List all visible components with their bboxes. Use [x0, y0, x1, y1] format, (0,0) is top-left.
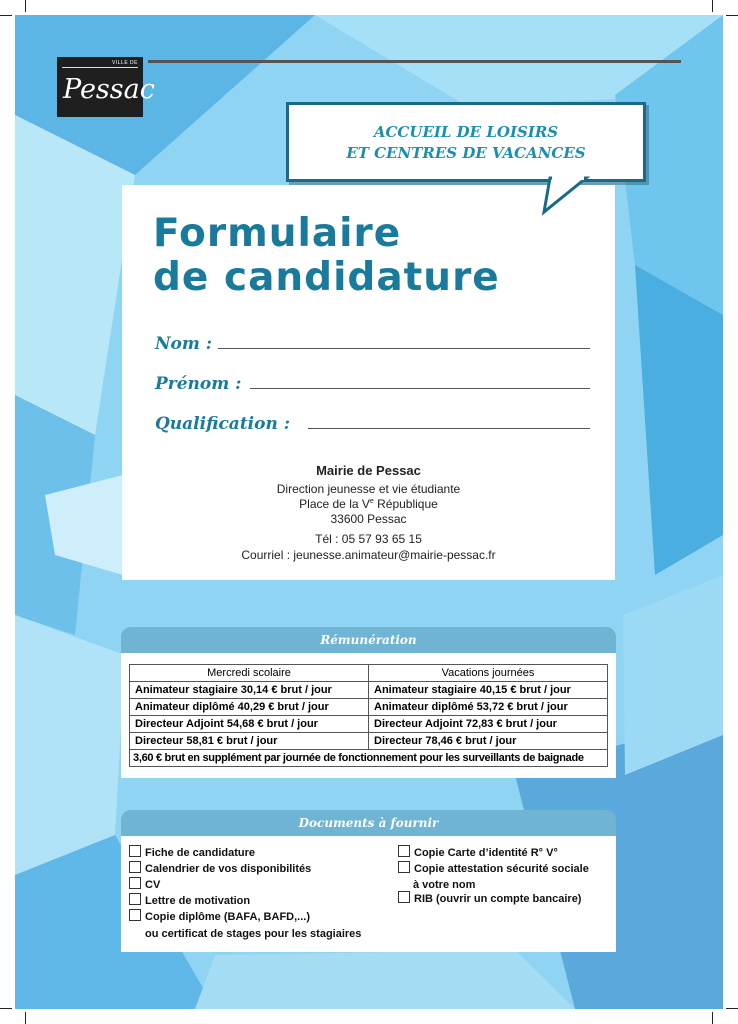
contact-city: 33600 Pessac	[330, 512, 407, 526]
document-item[interactable]	[129, 893, 250, 909]
table-row	[130, 716, 608, 733]
qualification-field[interactable]	[308, 428, 590, 429]
prenom-label: Prénom :	[155, 374, 242, 394]
document-label: Copie diplôme (BAFA, BAFD,...)	[145, 911, 310, 923]
checkbox[interactable]	[129, 909, 141, 921]
nom-field[interactable]	[218, 348, 590, 349]
document-label: CV	[145, 879, 161, 891]
document-label: Copie attestation sécurité sociale	[414, 863, 589, 875]
contact-tel: Tél : 05 57 93 65 15	[315, 532, 422, 546]
document-item[interactable]	[129, 845, 255, 861]
document-label: RIB (ouvrir un compte bancaire)	[414, 893, 582, 905]
document-item[interactable]	[398, 891, 581, 907]
checkbox[interactable]	[129, 845, 141, 857]
table-cell: Animateur stagiaire 40,15 € brut / jour	[369, 682, 608, 699]
callout-box	[286, 102, 646, 182]
checkbox[interactable]	[398, 845, 410, 857]
document-item[interactable]	[129, 877, 160, 893]
checkbox[interactable]	[129, 861, 141, 873]
document-label: Copie Carte d’identité R° V°	[414, 847, 558, 859]
table-cell: Directeur 78,46 € brut / jour	[369, 733, 608, 750]
document-item[interactable]	[129, 861, 311, 877]
title-line-1: Formulaire	[153, 211, 402, 256]
callout-line-2: ET CENTRES DE VACANCES	[346, 144, 586, 162]
contact-address	[122, 497, 615, 511]
checkbox[interactable]	[129, 893, 141, 905]
table-row	[130, 682, 608, 699]
crop-mark	[25, 1012, 26, 1024]
crop-mark	[712, 1012, 713, 1024]
pessac-logo	[57, 57, 155, 117]
remuneration-table	[129, 664, 608, 767]
callout-line-1: ACCUEIL DE LOISIRS	[373, 123, 559, 141]
logo-name: Pessac	[63, 74, 155, 105]
table-cell: Directeur 58,81 € brut / jour	[130, 733, 369, 750]
crop-mark	[0, 15, 12, 16]
checkbox[interactable]	[398, 861, 410, 873]
contact-email[interactable]: Courriel : jeunesse.animateur@mairie-pessac.fr	[241, 548, 496, 562]
header-rule	[148, 60, 681, 63]
checkbox[interactable]	[398, 891, 410, 903]
documents-heading: Documents à fournir	[121, 810, 616, 836]
document-item[interactable]	[398, 845, 558, 861]
crop-mark	[25, 0, 26, 12]
logo-ville-text: VILLE DE	[112, 60, 138, 66]
remuneration-heading: Rémunération	[121, 627, 616, 653]
document-item[interactable]	[129, 909, 310, 925]
address-post: République	[373, 497, 438, 511]
column-header: Mercredi scolaire	[130, 665, 369, 682]
checkbox[interactable]	[129, 877, 141, 889]
document-label: Calendrier de vos disponibilités	[145, 863, 312, 875]
crop-mark	[726, 1008, 738, 1009]
table-header-row	[130, 665, 608, 682]
page-title	[153, 212, 500, 300]
crop-mark	[726, 15, 738, 16]
column-header: Vacations journées	[369, 665, 608, 682]
document-label: Fiche de candidature	[145, 847, 256, 859]
nom-label: Nom :	[155, 334, 213, 354]
table-cell: Directeur Adjoint 54,68 € brut / jour	[130, 716, 369, 733]
table-cell: Animateur diplômé 53,72 € brut / jour	[369, 699, 608, 716]
table-cell: Animateur stagiaire 30,14 € brut / jour	[130, 682, 369, 699]
table-row	[130, 733, 608, 750]
table-row	[130, 699, 608, 716]
table-note: 3,60 € brut en supplément par journée de fonctionnement pour les surveillants de baignade	[130, 750, 608, 767]
callout-tail	[540, 176, 590, 216]
document-continuation: ou certificat de stages pour les stagiaires	[145, 928, 362, 940]
address-pre: Place de la V	[299, 497, 370, 511]
crop-mark	[0, 1008, 12, 1009]
document-continuation: à votre nom	[413, 879, 476, 891]
prenom-field[interactable]	[250, 388, 590, 389]
title-line-2: de candidature	[153, 255, 500, 300]
qualification-label: Qualification :	[155, 414, 291, 434]
document-label: Lettre de motivation	[145, 895, 251, 907]
table-cell: Directeur Adjoint 72,83 € brut / jour	[369, 716, 608, 733]
document-item[interactable]	[398, 861, 589, 877]
contact-dept: Direction jeunesse et vie étudiante	[276, 482, 461, 496]
table-row	[130, 750, 608, 767]
table-cell: Animateur diplômé 40,29 € brut / jour	[130, 699, 369, 716]
contact-org: Mairie de Pessac	[316, 463, 421, 478]
logo-rule	[62, 67, 138, 68]
address-sup: e	[369, 498, 374, 505]
crop-mark	[712, 0, 713, 12]
